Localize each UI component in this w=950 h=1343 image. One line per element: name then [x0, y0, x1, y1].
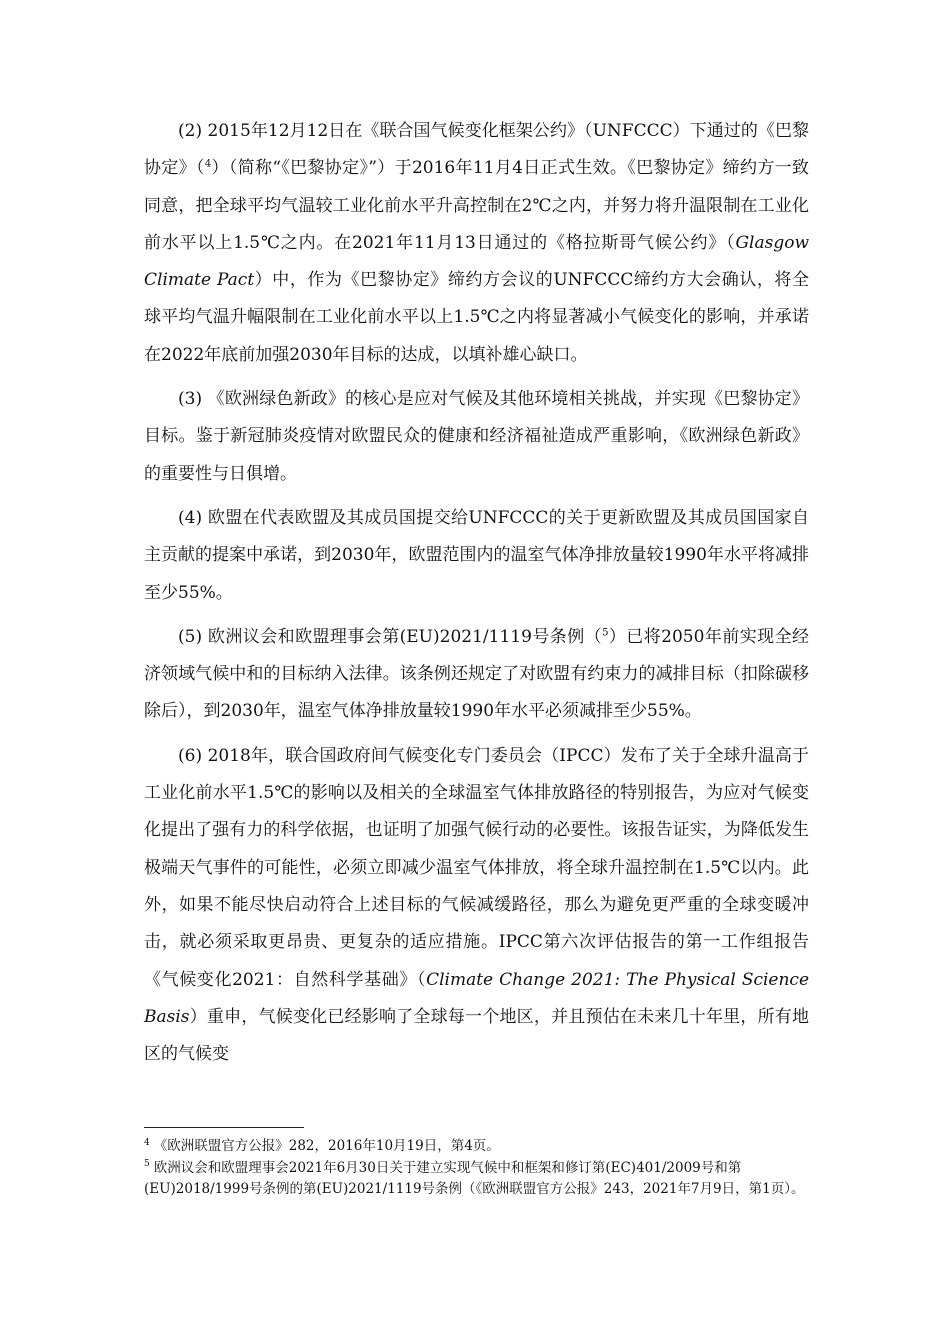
paragraph-5-text-cont: ）已将2050年前实现全经济领域气候中和的目标纳入法律。该条例还规定了对欧盟有约束力的减排目标（扣除碳移除后），到2030年，温室气体净排放量较1990年水平必须减排至少55%。 — [144, 626, 810, 722]
footnote-mark-5: 5 — [144, 1159, 150, 1169]
footnote-divider — [144, 1127, 304, 1128]
paragraph-2-text: (2) 2015年12月12日在《联合国气候变化框架公约》（UNFCCC）下通过的《巴黎协定》（ — [144, 121, 809, 179]
footnote-ref-5[interactable]: 5 — [602, 627, 609, 639]
paragraph-6-text-tail: ）重申，气候变化已经影响了全球每一个地区，并且预估在未来几十年里，所有地区的气候变 — [144, 1006, 809, 1065]
paragraph-6-text: (6) 2018年，联合国政府间气候变化专门委员会（IPCC）发布了关于全球升温高于工业化前水平1.5℃的影响以及相关的全球温室气体排放路径的特别报告，为应对气候变化提出了强有力的科学依据，也证明了加强气候行动的必要性。该报告证实，为降低发生极端天气事件的可能性，必须立即减少温室气体排放，将全球升温控制在1.5℃以内。此外，如果不能尽快启动符合上述目标的气候减缓路径，那么为避免更严重的全球变暖冲击，就必须采取更昂贵、更复杂的适应措施。IPCC第六次评估报告的第一工作组报告《气候变化2021：自然科学基础》（ — [144, 745, 809, 990]
footnotes — [144, 1136, 814, 1201]
paragraph-3: (3) 《欧洲绿色新政》的核心是应对气候及其他环境相关挑战，并实现《巴黎协定》目标。鉴于新冠肺炎疫情对欧盟民众的健康和经济福祉造成严重影响，《欧洲绿色新政》的重要性与日俱增。 — [144, 389, 809, 484]
paragraph-6-italic-title: Climate Change 2021: The Physical Science Basis — [144, 969, 810, 1027]
paragraph-2 — [144, 113, 809, 374]
paragraph-4: (4) 欧盟在代表欧盟及其成员国提交给UNFCCC的关于更新欧盟及其成员国国家自主贡献的提案中承诺，到2030年，欧盟范围内的温室气体净排放量较1990年水平将减排至少55%。 — [144, 507, 809, 603]
paragraph-5 — [144, 619, 809, 731]
footnote-4 — [144, 1136, 814, 1158]
paragraph-6 — [144, 738, 809, 1074]
paragraph-5-text: (5) 欧洲议会和欧盟理事会第(EU)2021/1119号条例（ — [178, 626, 603, 647]
paragraph-2-italic-title: Glasgow Climate Pact — [144, 232, 809, 291]
footnote-mark-4: 4 — [144, 1137, 150, 1148]
paragraph-2-text-tail: ）中，作为《巴黎协定》缔约方会议的UNFCCC缔约方大会确认，将全球平均气温升幅限制在工业化前水平以上1.5℃之内将显著减小气候变化的影响，并承诺在2022年底前加强2030年目标的达成，以填补雄心缺口。 — [144, 270, 809, 365]
footnote-4-text: 《欧洲联盟官方公报》282，2016年10月19日，第4页。 — [153, 1138, 500, 1154]
footnote-ref-4[interactable]: 4 — [204, 158, 212, 170]
paragraph-2-text-cont: ）（简称“《巴黎协定》”）于2016年11月4日正式生效。《巴黎协定》缔约方一致同意，把全球平均气温较工业化前水平升高控制在2℃之内，并努力将升温限制在工业化前水平以上1.5℃之内。在2021年11月13日通过的《格拉斯哥气候公约》（ — [144, 158, 810, 253]
footnote-5 — [144, 1158, 814, 1201]
body-text — [144, 113, 809, 1080]
footnote-5-text: 欧洲议会和欧盟理事会2021年6月30日关于建立实现气候中和框架和修订第(EC)401/2009号和第(EU)2018/1999号条例的第(EU)2021/1119号条例（《欧洲联盟官方公报》243，2021年7月9日，第1页）。 — [144, 1159, 805, 1197]
